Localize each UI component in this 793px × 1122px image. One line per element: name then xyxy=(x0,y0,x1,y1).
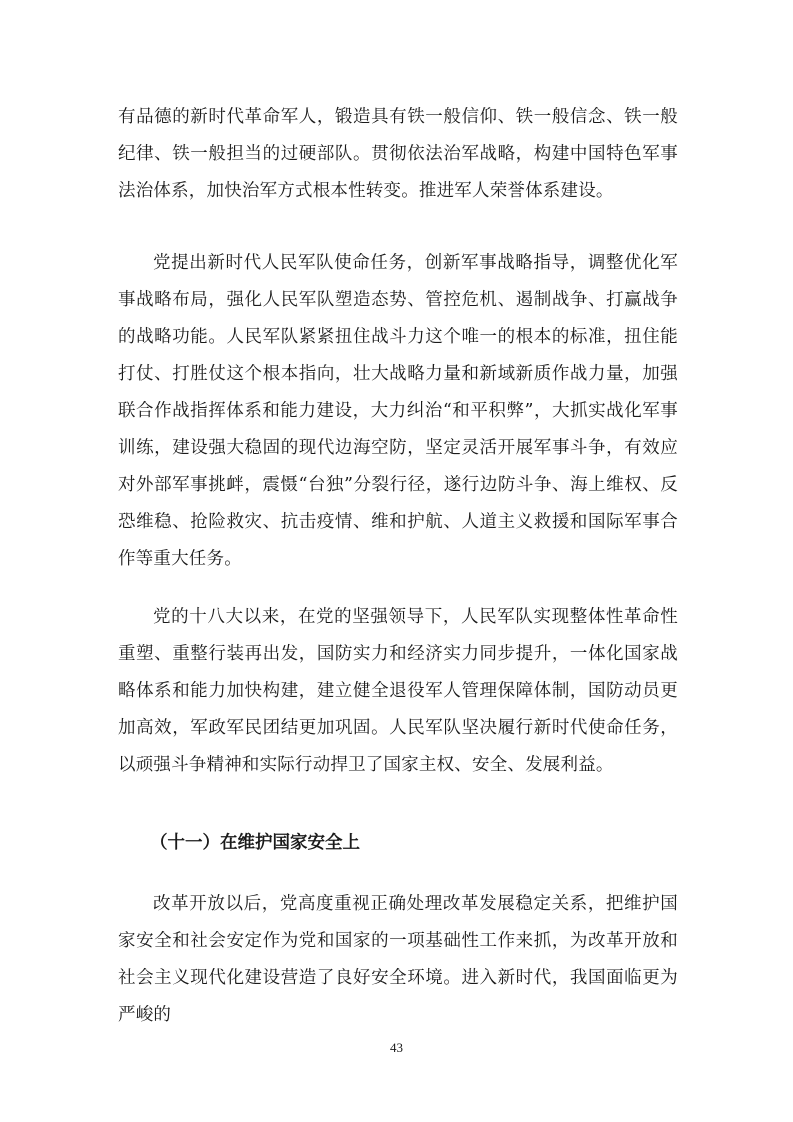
paragraph-4: 改革开放以后，党高度重视正确处理改革发展稳定关系，把维护国家安全和社会安定作为党和国家的一项基础性工作来抓，为改革开放和社会主义现代化建设营造了良好安全环境。进入新时代，我国面临更为严峻的 xyxy=(118,894,678,1025)
page-number: 43 xyxy=(390,1040,403,1055)
paragraph-3: 党的十八大以来，在党的坚强领导下，人民军队实现整体性革命性重塑、重整行装再出发，国防实力和经济实力同步提升，一体化国家战略体系和能力加快构建，建立健全退役军人管理保障体制，国防动员更加高效，军政军民团结更加巩固。人民军队坚决履行新时代使命任务，以顽强斗争精神和实际行动捍卫了国家主权、安全、发展利益。 xyxy=(118,607,678,775)
paragraph-2: 党提出新时代人民军队使命任务，创新军事战略指导，调整优化军事战略布局，强化人民军队塑造态势、管控危机、遏制战争、打赢战争的战略功能。人民军队紧紧扭住战斗力这个唯一的根本的标准，扭住能打仗、打胜仗这个根本指向，壮大战略力量和新域新质作战力量，加强联合作战指挥体系和能力建设，大力纠治“和平积弊”，大抓实战化军事训练，建设强大稳固的现代边海空防，坚定灵活开展军事斗争，有效应对外部军事挑衅，震慑“台独”分裂行径，遂行边防斗争、海上维权、反恐维稳、抢险救灾、抗击疫情、维和护航、人道主义救援和国际军事合作等重大任务。 xyxy=(118,253,678,569)
paragraph-1: 有品德的新时代革命军人，锻造具有铁一般信仰、铁一般信念、铁一般纪律、铁一般担当的过硬部队。贯彻依法治军战略，构建中国特色军事法治体系，加快治军方式根本性转变。推进军人荣誉体系建设。 xyxy=(118,107,678,201)
section-heading: （十一）在维护国家安全上 xyxy=(150,833,360,853)
